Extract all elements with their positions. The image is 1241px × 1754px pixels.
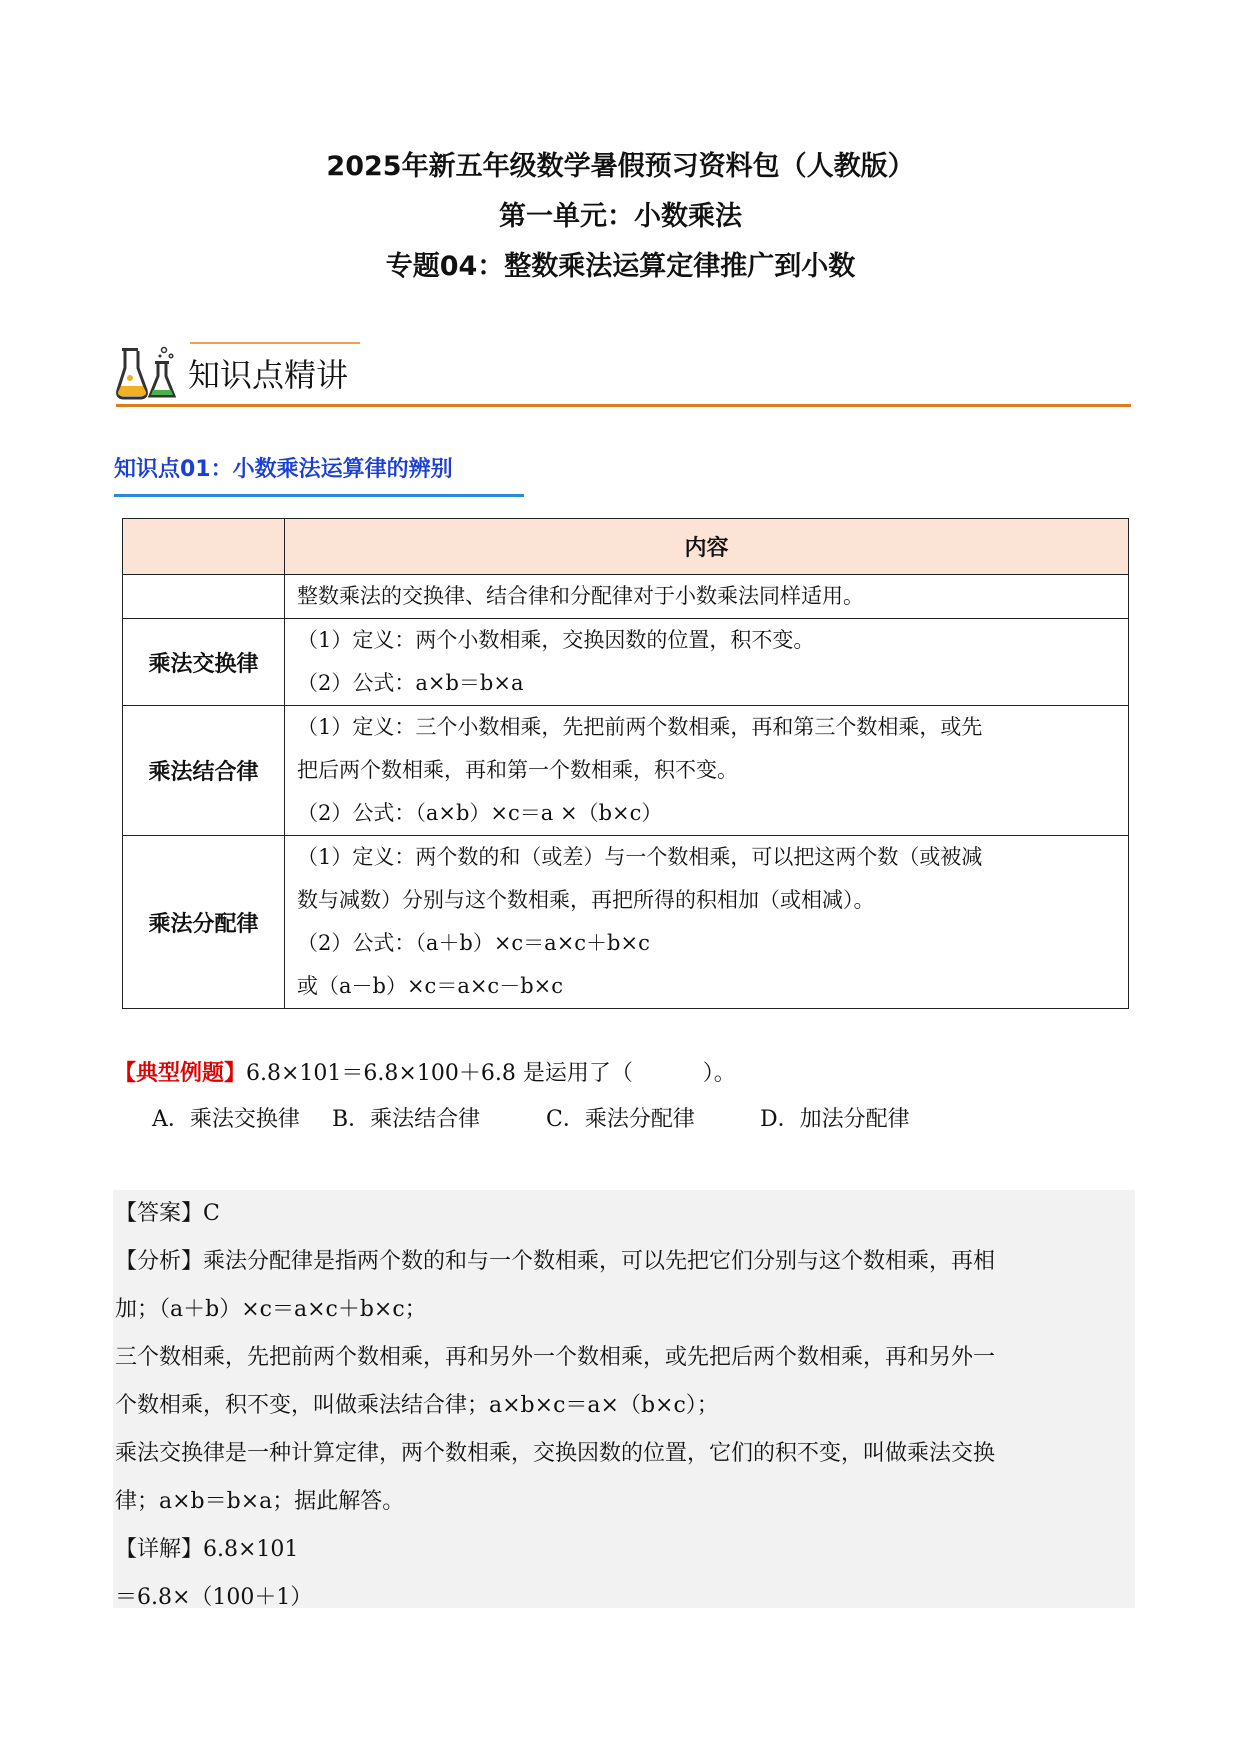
- example-options: [152, 1096, 910, 1144]
- section-top-line: [190, 342, 360, 344]
- law-line: 数与减数）分别与这个数相乘，再把所得的积相加（或相减）。: [297, 888, 875, 912]
- law-line: 整数乘法的交换律、结合律和分配律对于小数乘法同样适用。: [297, 584, 864, 608]
- answer-line: 加；（a＋b）×c＝a×c＋b×c；: [115, 1297, 427, 1322]
- option-c: C．乘法分配律: [546, 1107, 695, 1132]
- laws-table: [122, 518, 1129, 1009]
- option-d: D．加法分配律: [760, 1107, 910, 1132]
- law-line: （2）公式：（a×b）×c＝a ×（b×c）: [297, 801, 663, 825]
- table-header-name: [123, 519, 285, 575]
- law-line: （1）定义：三个小数相乘，先把前两个数相乘，再和第三个数相乘，或先: [297, 715, 983, 739]
- table-row: [123, 836, 1129, 1009]
- table-row: [123, 619, 1129, 706]
- answer-line: 【答案】C: [115, 1201, 220, 1226]
- law-line: （2）公式：（a＋b）×c＝a×c＋b×c: [297, 931, 650, 955]
- law-name: [123, 575, 285, 619]
- answer-box: [113, 1190, 1135, 1608]
- answer-line: 【分析】乘法分配律是指两个数的和与一个数相乘，可以先把它们分别与这个数相乘，再相: [115, 1249, 996, 1274]
- answer-line: 乘法交换律是一种计算定律，两个数相乘，交换因数的位置，它们的积不变，叫做乘法交换: [115, 1441, 996, 1466]
- answer-line: 【详解】6.8×101: [115, 1537, 299, 1562]
- answer-line: ＝6.8×（100＋1）: [115, 1585, 313, 1610]
- law-name: 乘法分配律: [123, 836, 285, 1009]
- example-tag: 【典型例题】: [114, 1061, 247, 1086]
- law-line: （2）公式：a×b＝b×a: [297, 671, 524, 695]
- law-name: 乘法交换律: [123, 619, 285, 706]
- law-line: 或（a－b）×c＝a×c－b×c: [297, 974, 563, 998]
- table-row: [123, 575, 1129, 619]
- law-content: [285, 619, 1129, 706]
- law-line: 把后两个数相乘，再和第一个数相乘，积不变。: [297, 758, 738, 782]
- section-title: 知识点精讲: [188, 356, 349, 394]
- section-header: [116, 340, 1131, 408]
- topic-title: 专题04：整数乘法运算定律推广到小数: [385, 251, 856, 282]
- law-line: （1）定义：两个小数相乘，交换因数的位置，积不变。: [297, 628, 815, 652]
- section-divider: [116, 404, 1131, 407]
- knowledge-point-underline: [114, 494, 524, 497]
- example-question-text: 6.8×101＝6.8×100＋6.8 是运用了（ ）。: [246, 1061, 736, 1086]
- law-content: [285, 706, 1129, 836]
- document-titles: [0, 142, 1241, 292]
- lab-flask-icon: [116, 342, 178, 404]
- law-content: [285, 575, 1129, 619]
- table-row: [123, 706, 1129, 836]
- law-line: （1）定义：两个数的和（或差）与一个数相乘，可以把这两个数（或被减: [297, 845, 983, 869]
- answer-line: 个数相乘，积不变，叫做乘法结合律；a×b×c＝a×（b×c）；: [115, 1393, 719, 1418]
- unit-title: 第一单元：小数乘法: [499, 201, 742, 232]
- option-b: B．乘法结合律: [332, 1107, 481, 1132]
- answer-line: 律；a×b＝b×a；据此解答。: [115, 1489, 405, 1514]
- option-a: A．乘法交换律: [152, 1107, 300, 1132]
- answer-line: 三个数相乘，先把前两个数相乘，再和另外一个数相乘，或先把后两个数相乘，再和另外一: [115, 1345, 996, 1370]
- example-question: [114, 1050, 736, 1098]
- table-header-row: [123, 519, 1129, 575]
- knowledge-point-title: 知识点01：小数乘法运算律的辨别: [114, 457, 453, 482]
- document-title: 2025年新五年级数学暑假预习资料包（人教版）: [326, 151, 915, 182]
- law-content: [285, 836, 1129, 1009]
- law-name: 乘法结合律: [123, 706, 285, 836]
- table-header-content: 内容: [285, 519, 1129, 575]
